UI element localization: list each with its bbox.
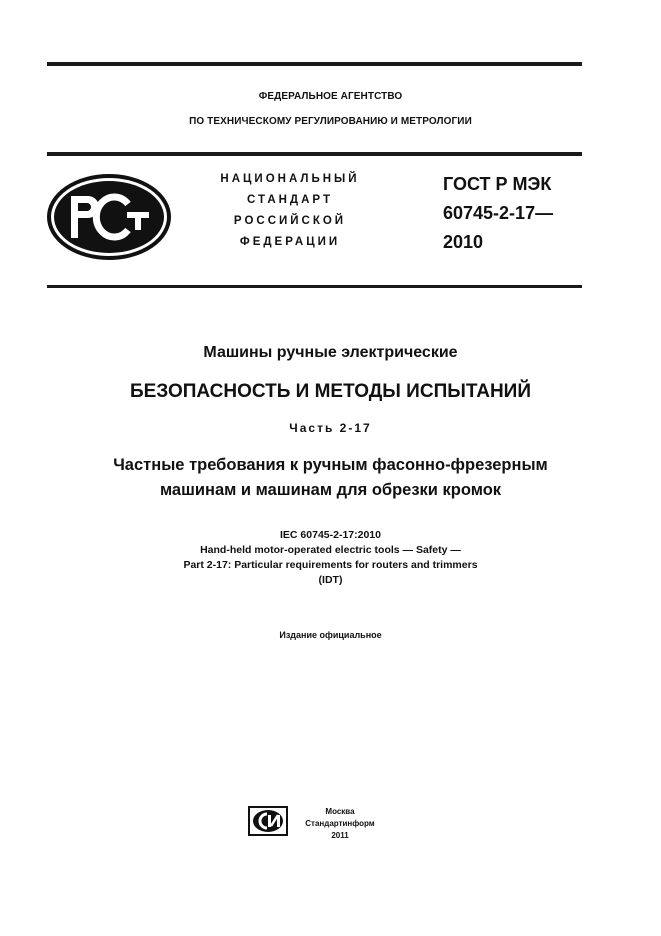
publisher-info: [300, 806, 380, 842]
part-number: Часть 2-17: [289, 421, 372, 435]
document-title: БЕЗОПАСНОСТЬ И МЕТОДЫ ИСПЫТАНИЙ: [130, 381, 531, 402]
national-standard-line: ФЕДЕРАЦИИ: [239, 236, 341, 248]
reference-line: Hand-held motor-operated electric tools — Safety —: [200, 544, 461, 556]
header-rule: [47, 152, 582, 156]
national-standard-line: НАЦИОНАЛЬНЫЙ: [220, 173, 360, 185]
publisher-city: Москва: [325, 807, 355, 816]
specific-title-line: Частные требования к ручным фасонно-фрезерным: [113, 456, 548, 474]
national-standard-line: СТАНДАРТ: [247, 194, 333, 206]
designation-line: ГОСТ Р МЭК: [443, 174, 552, 194]
agency-line-2: ПО ТЕХНИЧЕСКОМУ РЕГУЛИРОВАНИЮ И МЕТРОЛОГИИ: [189, 116, 472, 127]
gost-r-logo: [47, 174, 171, 260]
reference-line: (IDT): [318, 574, 343, 586]
specific-title-line: машинам и машинам для обрезки кромок: [159, 481, 502, 499]
national-standard-line: РОССИЙСКОЙ: [233, 215, 347, 227]
publisher-name: Стандартинформ: [305, 819, 375, 828]
top-rule: [47, 62, 582, 66]
agency-line-1: ФЕДЕРАЛЬНОЕ АГЕНТСТВО: [258, 91, 403, 102]
publisher-year: 2011: [331, 831, 349, 840]
block-rule: [47, 285, 582, 288]
reference-line: IEC 60745-2-17:2010: [280, 529, 381, 541]
specific-title: [0, 453, 661, 503]
edition-label: Издание официальное: [279, 630, 382, 640]
designation-line: 60745-2-17—: [443, 203, 554, 223]
designation-line: 2010: [443, 232, 484, 252]
standartinform-logo: [248, 806, 288, 836]
reference-line: Part 2-17: Particular requirements for routers and trimmers: [183, 559, 478, 571]
document-subtitle: Машины ручные электрические: [203, 344, 458, 361]
national-standard-label: [190, 169, 390, 253]
iec-reference: [0, 528, 661, 588]
standard-designation: [443, 170, 603, 257]
